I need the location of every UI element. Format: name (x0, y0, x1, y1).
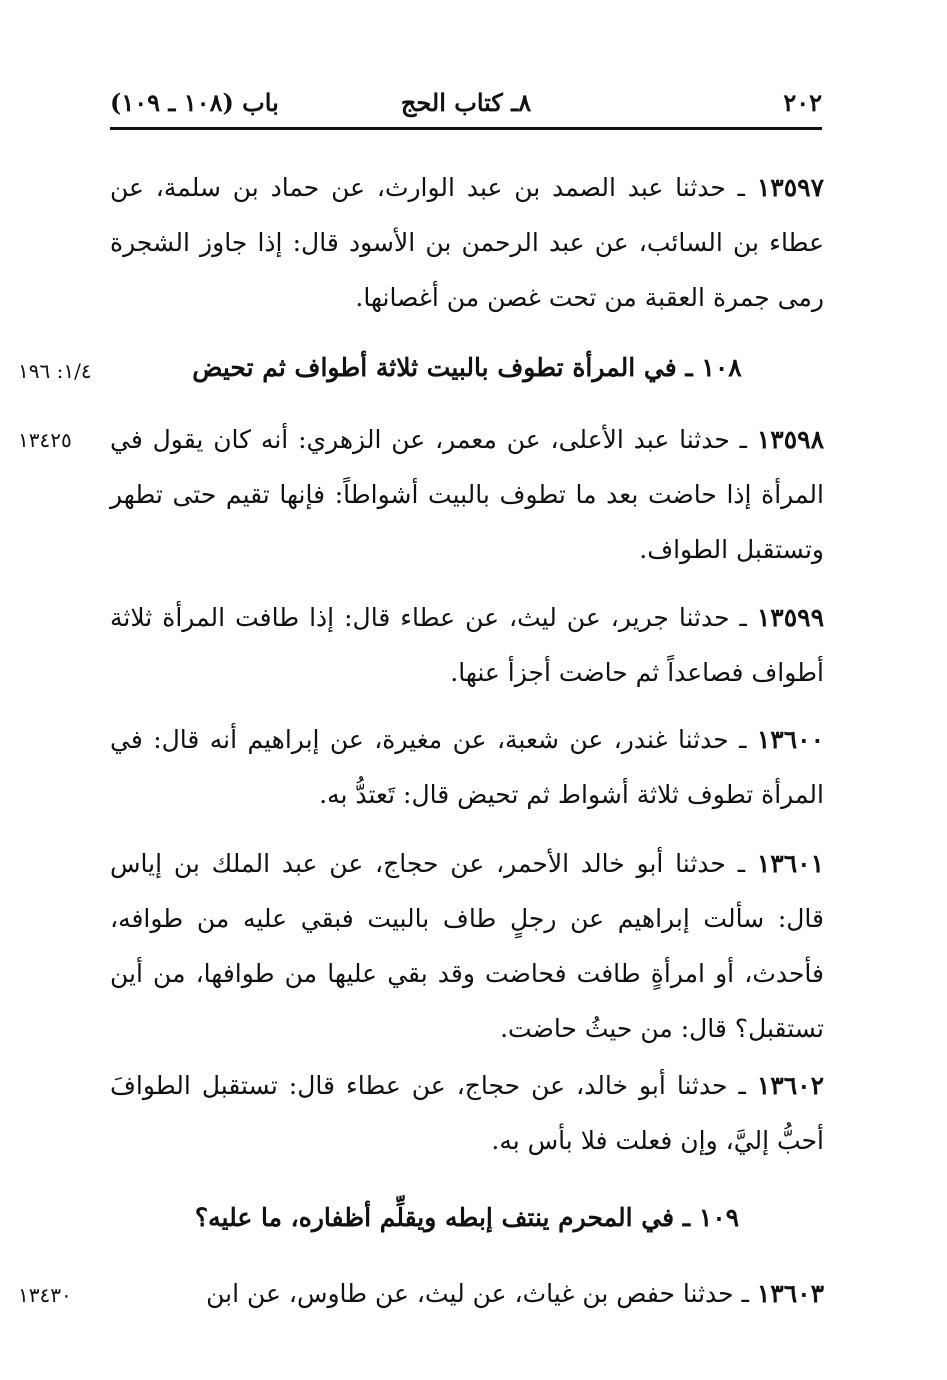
header-rule (110, 127, 822, 130)
margin-reference-number: ١٣٤٢٥ (18, 428, 72, 452)
hadith-text: ـ حدثنا أبو خالد الأحمر، عن حجاج، عن عبد الملك بن إياس قال: سألت إبراهيم عن رجلٍ طاف بالبيت فبقي عليه من طوافه، فأحدث، أو امرأةٍ طافت فحاضت وقد بقي عليها من طوافها، من أين تستقبل؟ قال: من حيثُ حاضت. (110, 849, 824, 1043)
hadith-13602 (110, 1058, 824, 1168)
hadith-text: ـ حدثنا عبد الصمد بن عبد الوارث، عن حماد بن سلمة، عن عطاء بن السائب، عن عبد الرحمن بن الأسود قال: إذا جاوز الشجرة رمى جمرة العقبة من تحت غصن من أغصانها. (110, 173, 824, 312)
hadith-text: ـ حدثنا حفص بن غياث، عن ليث، عن طاوس، عن ابن (206, 1279, 757, 1308)
running-header (110, 82, 822, 122)
chapter-heading-108: ١٠٨ ـ في المرأة تطوف بالبيت ثلاثة أطواف ثم تحيض (192, 353, 742, 382)
hadith-13601 (110, 836, 824, 1056)
hadith-13600 (110, 712, 824, 822)
hadith-text: ـ حدثنا عبد الأعلى، عن معمر، عن الزهري: أنه كان يقول في المرأة إذا حاضت بعد ما تطوف بالبيت أشواطاً: فإنها تقيم حتى تطهر وتستقبل الطواف. (110, 425, 824, 564)
hadith-text: ـ حدثنا أبو خالد، عن حجاج، عن عطاء قال: تستقبل الطوافَ أحبُّ إليَّ، وإن فعلت فلا بأس به. (110, 1071, 824, 1155)
hadith-number: ١٣٦٠٢ (756, 1071, 824, 1100)
hadith-13598 (110, 412, 824, 577)
hadith-text: ـ حدثنا جرير، عن ليث، عن عطاء قال: إذا طافت المرأة ثلاثة أطواف فصاعداً ثم حاضت أجزأ عنها. (110, 603, 824, 687)
hadith-13599 (110, 590, 824, 700)
chapter-heading-109: ١٠٩ ـ في المحرم ينتف إبطه ويقلِّم أظفاره، ما عليه؟ (194, 1203, 740, 1232)
margin-reference-volume: ١/٤: ١٩٦ (18, 359, 92, 383)
hadith-number: ١٣٦٠١ (756, 849, 824, 878)
hadith-number: ١٣٥٩٧ (756, 173, 824, 202)
book-title: ٨ـ كتاب الحج (400, 88, 532, 117)
hadith-13597 (110, 160, 824, 325)
hadith-13603 (110, 1266, 824, 1321)
hadith-number: ١٣٦٠٠ (756, 725, 824, 754)
margin-reference-number: ١٣٤٣٠ (18, 1283, 72, 1307)
page-number: ٢٠٢ (783, 88, 822, 117)
hadith-number: ١٣٥٩٩ (756, 603, 824, 632)
chapter-range: باب (١٠٨ ـ ١٠٩) (110, 88, 279, 117)
hadith-number: ١٣٦٠٣ (756, 1279, 824, 1308)
hadith-text: ـ حدثنا غندر، عن شعبة، عن مغيرة، عن إبراهيم أنه قال: في المرأة تطوف ثلاثة أشواط ثم تحيض قال: تَعتدُّ به. (110, 725, 824, 809)
hadith-number: ١٣٥٩٨ (756, 425, 824, 454)
